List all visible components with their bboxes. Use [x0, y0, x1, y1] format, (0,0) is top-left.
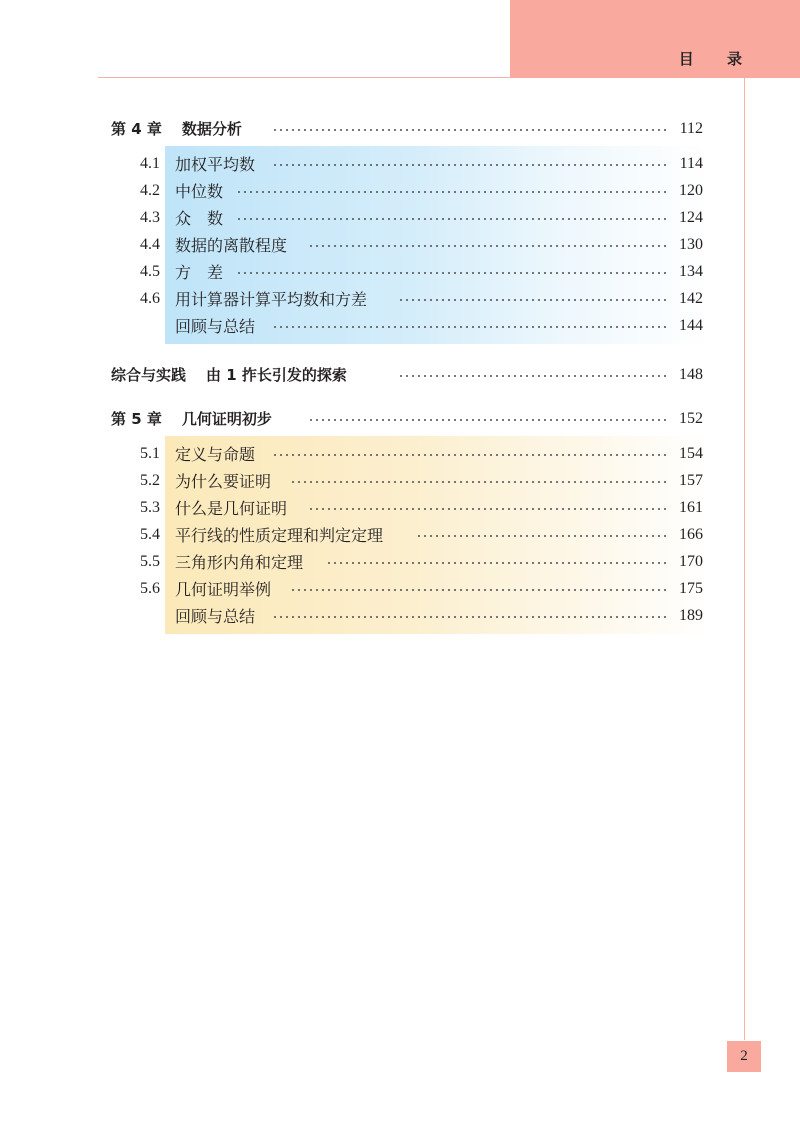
section-number: 4.3 — [140, 208, 160, 226]
page-number: 148 — [679, 365, 703, 383]
footer-page-number: 2 — [727, 1041, 761, 1072]
page-number: 166 — [679, 525, 703, 543]
page-number: 189 — [679, 606, 703, 624]
section-title: 什么是几何证明 — [175, 499, 288, 518]
section-title: 众 数 — [175, 209, 224, 228]
page-number: 175 — [679, 579, 703, 597]
practice-heading — [111, 364, 347, 385]
section-title: 数据的离散程度 — [175, 236, 288, 255]
page-number: 120 — [679, 181, 703, 199]
section-title: 回顾与总结 — [175, 607, 256, 626]
section-title: 中位数 — [175, 182, 224, 201]
page-number: 130 — [679, 235, 703, 253]
leader-dots — [398, 375, 668, 377]
toc-practice[interactable] — [0, 361, 800, 388]
section-title: 加权平均数 — [175, 155, 256, 174]
page-number: 157 — [679, 471, 703, 489]
chapter-heading — [111, 408, 272, 429]
toc-section[interactable] — [0, 231, 800, 258]
chapter-label: 第 4 章 — [111, 120, 162, 138]
toc-section[interactable] — [0, 602, 800, 629]
section-number: 5.2 — [140, 471, 160, 489]
section-number: 5.4 — [140, 525, 160, 543]
page-number: 124 — [679, 208, 703, 226]
toc-section[interactable] — [0, 494, 800, 521]
section-number: 4.2 — [140, 181, 160, 199]
leader-dots — [308, 419, 668, 421]
section-number: 4.6 — [140, 289, 160, 307]
section-number: 5.5 — [140, 552, 160, 570]
page-number: 161 — [679, 498, 703, 516]
leader-dots — [290, 589, 668, 591]
toc-section[interactable] — [0, 521, 800, 548]
chapter-heading — [111, 118, 242, 139]
page-number: 114 — [679, 154, 703, 172]
leader-dots — [236, 191, 668, 193]
chapter-label: 第 5 章 — [111, 410, 162, 428]
leader-dots — [308, 508, 668, 510]
practice-title: 由 1 拃长引发的探索 — [206, 366, 347, 384]
leader-dots — [272, 454, 668, 456]
section-title: 定义与命题 — [175, 445, 256, 464]
page-number: 144 — [679, 316, 703, 334]
toc-section[interactable] — [0, 177, 800, 204]
chapter-title: 数据分析 — [181, 120, 242, 138]
section-title: 三角形内角和定理 — [175, 553, 304, 572]
page-number: 134 — [679, 262, 703, 280]
leader-dots — [272, 616, 668, 618]
leader-dots — [416, 535, 668, 537]
practice-label: 综合与实践 — [111, 366, 187, 384]
leader-dots — [272, 326, 668, 328]
chapter-title: 几何证明初步 — [181, 410, 272, 428]
header-block — [510, 0, 800, 78]
toc-section[interactable] — [0, 204, 800, 231]
leader-dots — [290, 481, 668, 483]
page-number: 112 — [679, 119, 703, 137]
leader-dots — [236, 272, 668, 274]
toc-section[interactable] — [0, 548, 800, 575]
section-number: 5.6 — [140, 579, 160, 597]
page-number: 152 — [679, 409, 703, 427]
toc-section[interactable] — [0, 150, 800, 177]
section-title: 回顾与总结 — [175, 317, 256, 336]
leader-dots — [326, 562, 668, 564]
toc-section[interactable] — [0, 312, 800, 339]
leader-dots — [236, 218, 668, 220]
toc-section[interactable] — [0, 575, 800, 602]
toc-section[interactable] — [0, 285, 800, 312]
leader-dots — [272, 129, 668, 131]
leader-dots — [398, 299, 668, 301]
leader-dots — [272, 164, 668, 166]
section-number: 5.3 — [140, 498, 160, 516]
toc-chapter-5[interactable] — [0, 405, 800, 432]
section-number: 4.1 — [140, 154, 160, 172]
header-rule — [98, 77, 510, 78]
toc-heading: 目 录 — [678, 50, 756, 68]
section-title: 几何证明举例 — [175, 580, 272, 599]
toc-chapter-4[interactable] — [0, 115, 800, 142]
section-title: 平行线的性质定理和判定定理 — [175, 526, 384, 545]
toc-section[interactable] — [0, 440, 800, 467]
page-number: 170 — [679, 552, 703, 570]
toc-section[interactable] — [0, 467, 800, 494]
section-number: 4.4 — [140, 235, 160, 253]
page-number: 142 — [679, 289, 703, 307]
page-number: 154 — [679, 444, 703, 462]
section-title: 为什么要证明 — [175, 472, 272, 491]
leader-dots — [308, 245, 668, 247]
section-number: 5.1 — [140, 444, 160, 462]
toc-section[interactable] — [0, 258, 800, 285]
section-title: 用计算器计算平均数和方差 — [175, 290, 368, 309]
section-number: 4.5 — [140, 262, 160, 280]
section-title: 方 差 — [175, 263, 224, 282]
